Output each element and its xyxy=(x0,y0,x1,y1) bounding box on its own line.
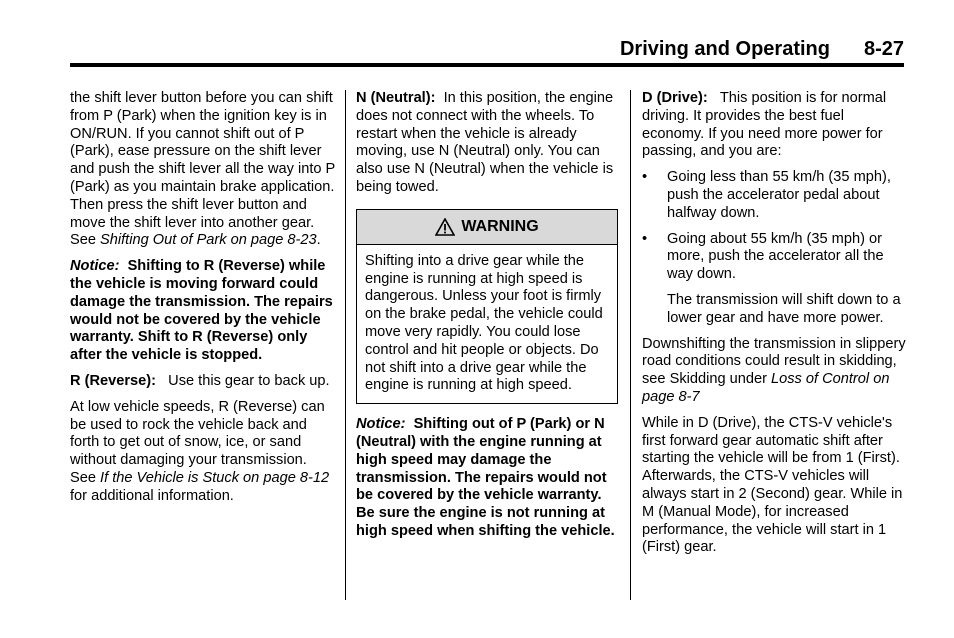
page-number: 8-27 xyxy=(863,38,904,60)
loss-of-control-reference: Loss of Control on page 8-7 xyxy=(642,371,890,405)
list-item: • Going less than 55 km/h (35 mph), push the accelerator pedal about halfway down. xyxy=(642,169,891,221)
stuck-reference: If the Vehicle is Stuck on page 8-12 xyxy=(100,469,330,486)
neutral-label: N (Neutral): xyxy=(356,90,436,106)
list-item: • Going about 55 km/h (35 mph) or more, push the accelerator all the way down. xyxy=(642,230,884,283)
reverse-paragraph: R (Reverse): Use this gear to back up. xyxy=(70,372,330,389)
column-2 xyxy=(356,90,618,549)
page-header xyxy=(70,34,904,64)
warning-box xyxy=(356,209,618,404)
header-rule xyxy=(70,63,904,67)
reverse-label: R (Reverse): xyxy=(70,372,156,389)
drive-paragraph: D (Drive): This position is for normal driving. It provides the best fuel economy. If you need more power for passing, and you are: xyxy=(642,90,887,160)
column-3 xyxy=(642,90,906,565)
warning-body: Shifting into a drive gear while the engine is running at high speed is dangerous. Unless your foot is firmly on the brake pedal, the vehicle could move very rapidly. You could lose control and hit people or objects. Do not shift into a drive gear while the engine is running at high speed. xyxy=(365,252,603,394)
bullet-icon: • xyxy=(642,230,648,247)
notice-label: Notice: xyxy=(356,416,406,433)
column-divider-1 xyxy=(345,90,346,600)
drive-label: D (Drive): xyxy=(642,90,708,106)
downshift-paragraph: Downshifting the transmission in slippery road conditions could result in skidding, see Skidding under Loss of Control on page 8-7 xyxy=(642,335,906,405)
warning-title: WARNING xyxy=(461,217,539,235)
reverse-notice: Notice: Shifting to R (Reverse) while the vehicle is moving forward could damage the transmission. The repairs would not be covered by the vehicle warranty. Shift to R (Reverse) only after the vehicle is stopped. xyxy=(70,258,333,364)
notice-label: Notice: xyxy=(70,258,120,275)
section-title: Driving and Operating xyxy=(619,38,830,60)
park-reference: Shifting Out of Park on page 8-23 xyxy=(100,232,317,249)
ctsv-paragraph: While in D (Drive), the CTS-V vehicle's first forward gear automatic shift after starting the vehicle will be from 1 (First). Afterwards, the CTS-V vehicles will always start in 2 (Second) gear. While in M (Manual Mode), for increased performance, the vehicle will start in 1 (First) gear. xyxy=(642,414,903,556)
park-shift-paragraph: the shift lever button before you can shift from P (Park) when the ignition key is in ON/RUN. If you cannot shift out of P (Park), ease pressure on the shift lever and push the shift lever all the way into P (Park) as you maintain brake application. Then press the shift lever button and move the shift lever into another gear. See Shifting Out of Park on page 8-23. xyxy=(70,90,336,249)
transmission-paragraph: The transmission will shift down to a lower gear and have more power. xyxy=(667,291,901,326)
column-1 xyxy=(70,90,336,514)
park-neutral-notice: Notice: Shifting out of P (Park) or N (Neutral) with the engine running at high speed may damage the transmission. The repairs would not be covered by the vehicle warranty. Be sure the engine is not running at high speed when shifting the vehicle. xyxy=(356,416,615,539)
passing-list xyxy=(642,169,906,284)
rocking-paragraph: At low vehicle speeds, R (Reverse) can be used to rock the vehicle back and forth to get out of snow, ice, or sand without damaging your transmission. See If the Vehicle is Stuck on page 8-12 for additional information. xyxy=(70,398,330,504)
bullet-icon: • xyxy=(642,169,648,186)
neutral-paragraph: N (Neutral): In this position, the engine does not connect with the wheels. To restart when the vehicle is already moving, use N (Neutral) only. You can also use N (Neutral) when the vehicle is being towed. xyxy=(356,90,614,195)
column-divider-2 xyxy=(630,90,631,600)
warning-triangle-icon xyxy=(435,218,455,236)
warning-header xyxy=(357,210,617,245)
